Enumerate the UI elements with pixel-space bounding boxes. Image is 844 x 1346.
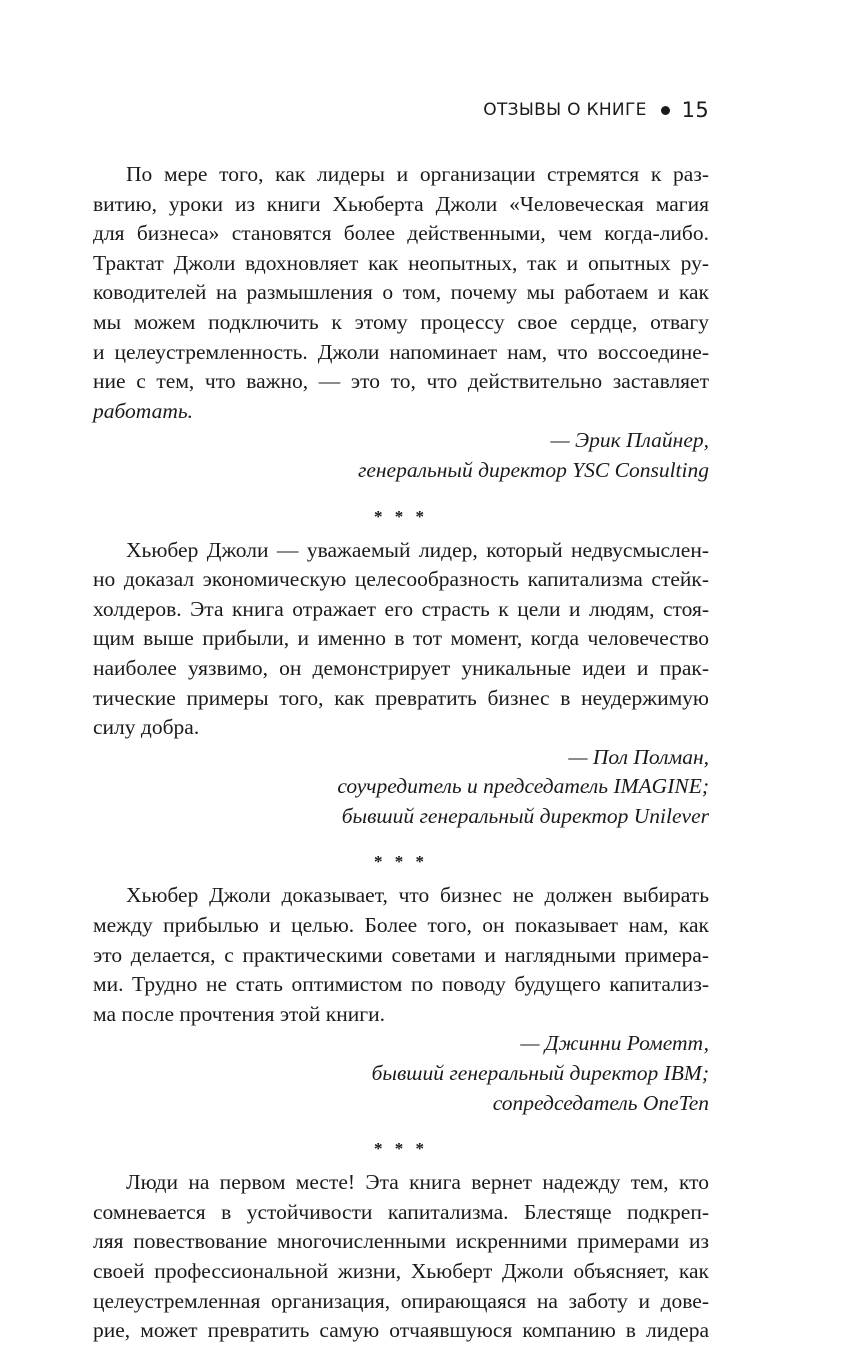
section-separator: * * * <box>374 506 428 526</box>
testimonial-2 <box>93 536 709 832</box>
text-line: сомневается в устойчивости капитализма. Блестяще подкреп- <box>93 1199 709 1224</box>
text-line: рие, может превратить самую отчаявшуюся компанию в лидера <box>93 1318 709 1343</box>
text-line: своей профессиональной жизни, Хьюберт Джоли объясняет, как <box>93 1259 709 1283</box>
text-line: ляя повествование многочисленными искренними примерами из <box>93 1229 709 1254</box>
text-line: холдеров. Эта книга отражает его страсть к цели и людям, стоя- <box>93 596 709 621</box>
attribution-author: — Джинни Рометт, <box>520 1031 709 1056</box>
text-line: Хьюбер Джоли доказывает, что бизнес не должен выбирать <box>126 883 709 908</box>
text-line: По мере того, как лидеры и организации стремятся к раз- <box>126 162 709 186</box>
text-line: Люди на первом месте! Эта книга вернет надежду тем, кто <box>126 1170 709 1195</box>
text-line: мы можем подключить к этому процессу свое сердце, отвагу <box>93 309 709 334</box>
attribution-role: генеральный директор YSC Consulting <box>357 457 709 482</box>
attribution-role: бывший генеральный директор Unilever <box>341 803 709 828</box>
text-line: силу добра. <box>93 715 200 740</box>
text-line-emphasis <box>93 397 709 427</box>
bullet-dot-icon <box>661 106 670 115</box>
page-body <box>93 160 709 1346</box>
text-line: Трактат Джоли вдохновляет как неопытных, так и опытных ру- <box>93 250 709 275</box>
text-line: Хьюбер Джоли — уважаемый лидер, который недвусмыслен- <box>126 537 709 562</box>
attribution-role: соучредитель и председатель IMAGINE; <box>337 774 709 799</box>
text-line: но доказал экономическую целесообразность капитализма стейк- <box>93 567 709 592</box>
running-head-title: ОТЗЫВЫ О КНИГЕ <box>483 100 647 120</box>
text-line: ние с тем, что важно, — это то, что действительно заставляет <box>93 369 709 394</box>
text-line: ми. Трудно не стать оптимистом по поводу будущего капитализ- <box>93 972 709 997</box>
text-line: наиболее уязвимо, он демонстрирует уникальные идеи и прак- <box>93 655 709 680</box>
testimonial-1 <box>93 160 709 486</box>
text-line: ма после прочтения этой книги. <box>93 1001 385 1026</box>
text-line: это делается, с практическими советами и наглядными примера- <box>93 942 709 967</box>
text-line: ководителей на размышления о том, почему мы работаем и как <box>93 280 709 305</box>
text-line: витию, уроки из книги Хьюберта Джоли «Человеческая магия <box>93 191 709 216</box>
attribution-author: — Пол Полман, <box>568 744 709 769</box>
testimonial-3 <box>93 881 709 1118</box>
text-line: целеустремленная организация, опирающаяся на заботу и дове- <box>93 1288 709 1313</box>
running-head <box>483 98 709 122</box>
text-line: и целеустремленность. Джоли напоминает нам, что воссоедине- <box>93 339 709 364</box>
text-line: щим выше прибыли, и именно в тот момент, когда человечество <box>93 626 709 651</box>
text-line: между прибылью и целью. Более того, он показывает нам, как <box>93 913 709 938</box>
attribution-author: — Эрик Плайнер, <box>550 428 709 453</box>
testimonial-4 <box>93 1168 709 1346</box>
attribution-role: сопредседатель OneTen <box>492 1090 709 1115</box>
text-line: тические примеры того, как превратить бизнес в неудержимую <box>93 685 709 710</box>
section-separator: * * * <box>374 1139 428 1159</box>
page-number: 15 <box>681 98 709 122</box>
section-separator: * * * <box>374 852 428 872</box>
attribution-role: бывший генеральный директор IBM; <box>371 1061 709 1086</box>
text-line: для бизнеса» становятся более действенными, чем когда-либо. <box>93 221 709 246</box>
emphasized-word: работать. <box>93 398 194 423</box>
